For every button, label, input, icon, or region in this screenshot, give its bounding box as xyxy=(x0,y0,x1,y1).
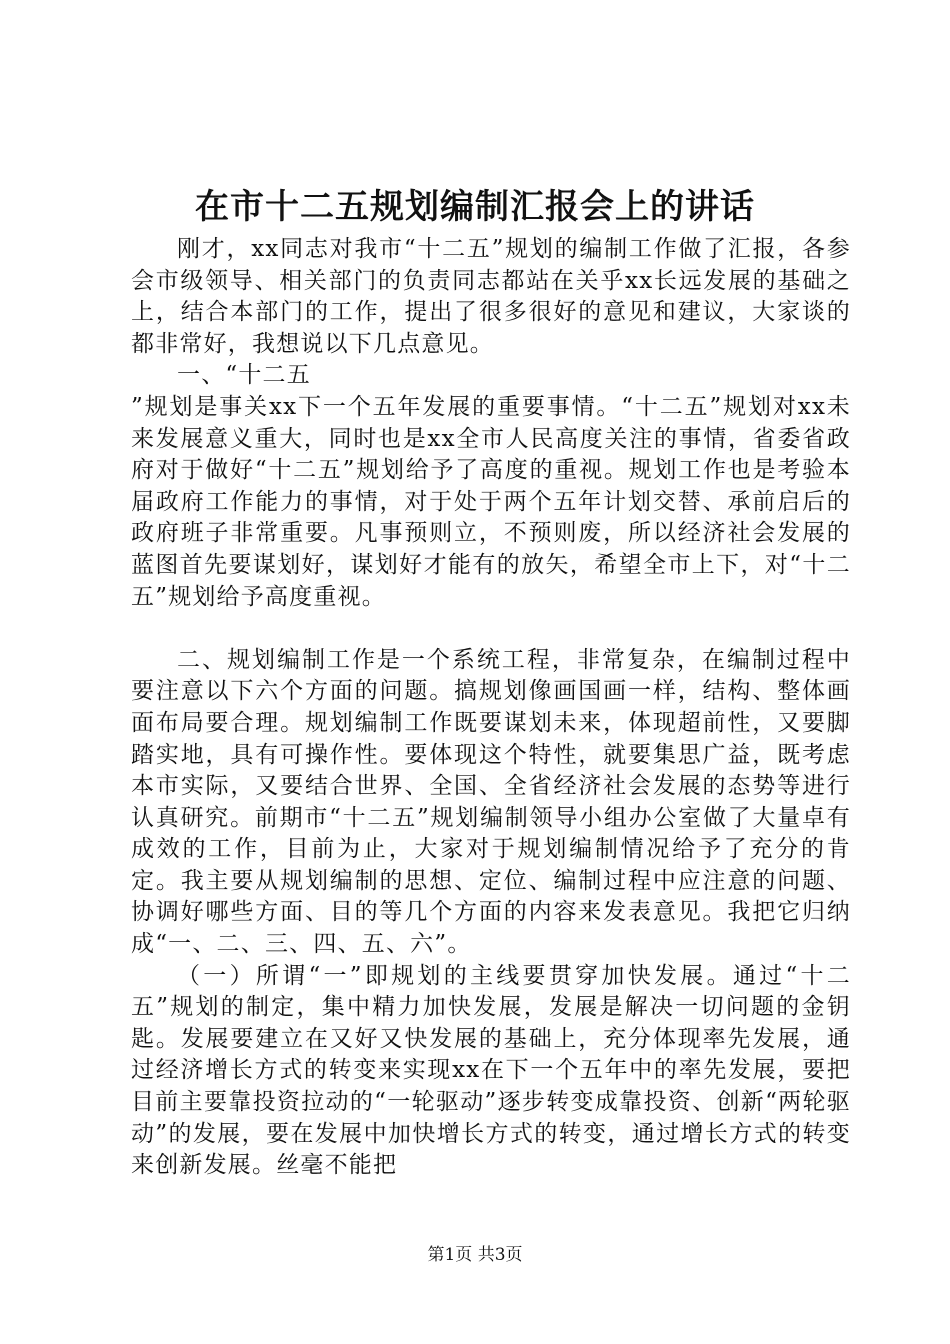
page-number-footer: 第1页 共3页 xyxy=(427,1245,523,1265)
paragraph-heading-one: 一、“十二五 xyxy=(177,362,311,389)
paragraph-subpoint-one: （一）所谓“一”即规划的主线要贯穿加快发展。通过“十二五”规划的制定，集中精力加快发展，发展是解决一切问题的金钥匙。发展要建立在又好又快发展的基础上，充分体现率先发展，通过经济增长方式的转变来实现xx在下一个五年中的率先发展，要把目前主要靠投资拉动的“一轮驱动”逐步转变成靠投资、创新“两轮驱动”的发展，要在发展中加快增长方式的转变，通过增长方式的转变来创新发展。丝毫不能把 xyxy=(131,962,851,1179)
paragraph-intro: 刚才，xx同志对我市“十二五”规划的编制工作做了汇报，各参会市级领导、相关部门的负责同志都站在关乎xx长远发展的基础之上，结合本部门的工作，提出了很多很好的意见和建议，大家谈的都非常好，我想说以下几点意见。 xyxy=(131,236,851,357)
document-title: 在市十二五规划编制汇报会上的讲话 xyxy=(195,187,755,227)
paragraph-point-one: ”规划是事关xx下一个五年发展的重要事情。“十二五”规划对xx未来发展意义重大，同时也是xx全市人民高度关注的事情，省委省政府对于做好“十二五”规划给予了高度的重视。规划工作也是考验本届政府工作能力的事情，对于处于两个五年计划交替、承前启后的政府班子非常重要。凡事预则立，不预则废，所以经济社会发展的蓝图首先要谋划好，谋划好才能有的放矢，希望全市上下，对“十二五”规划给予高度重视。 xyxy=(131,393,851,610)
paragraph-point-two: 二、规划编制工作是一个系统工程，非常复杂，在编制过程中要注意以下六个方面的问题。搞规划像画国画一样，结构、整体画面布局要合理。规划编制工作既要谋划未来，体现超前性，又要脚踏实地，具有可操作性。要体现这个特性，就要集思广益，既考虑本市实际，又要结合世界、全国、全省经济社会发展的态势等进行认真研究。前期市“十二五”规划编制领导小组办公室做了大量卓有成效的工作，目前为止，大家对于规划编制情况给予了充分的肯定。我主要从规划编制的思想、定位、编制过程中应注意的问题、协调好哪些方面、目的等几个方面的内容来发表意见。我把它归纳成“一、二、三、四、五、六”。 xyxy=(131,646,851,958)
document-body xyxy=(131,234,851,1182)
